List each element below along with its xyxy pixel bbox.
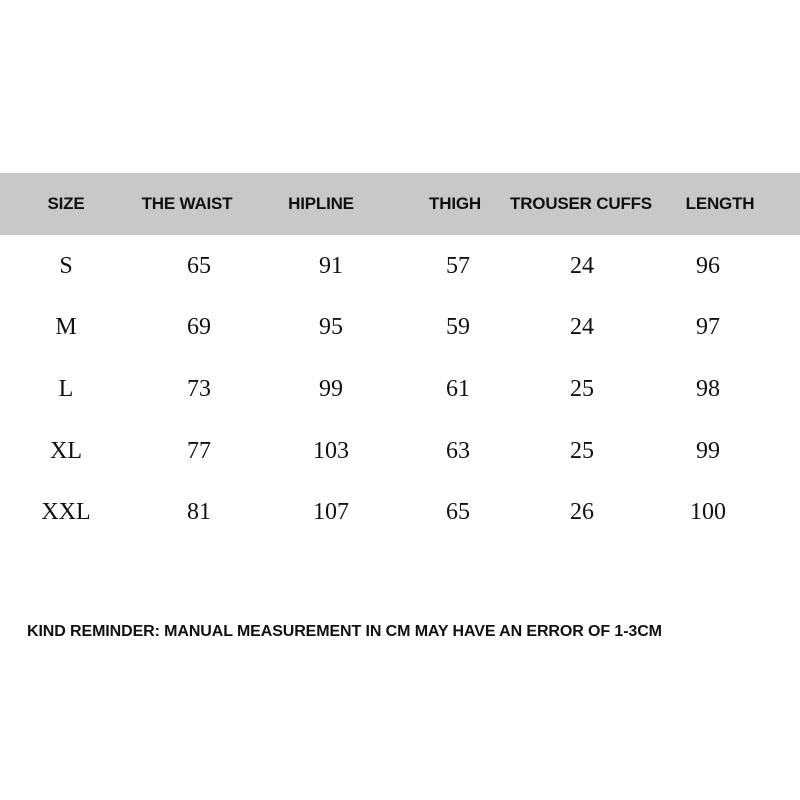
cell-size: L — [58, 376, 74, 402]
cell-size: XXL — [41, 499, 91, 525]
table-row — [0, 431, 800, 471]
table-row — [0, 307, 800, 347]
cell-thigh: 61 — [446, 376, 470, 402]
cell-trouser-cuffs: 25 — [570, 376, 594, 402]
cell-length: 97 — [696, 314, 720, 340]
cell-waist: 77 — [187, 438, 211, 464]
table-row — [0, 246, 800, 286]
cell-thigh: 63 — [446, 438, 470, 464]
cell-hipline: 107 — [313, 499, 349, 525]
header-waist: THE WAIST — [141, 194, 233, 213]
cell-hipline: 103 — [313, 438, 349, 464]
cell-length: 96 — [696, 253, 720, 279]
cell-length: 100 — [690, 499, 726, 525]
cell-trouser-cuffs: 25 — [570, 438, 594, 464]
cell-thigh: 59 — [446, 314, 470, 340]
cell-waist: 81 — [187, 499, 211, 525]
cell-size: S — [59, 253, 73, 279]
cell-length: 99 — [696, 438, 720, 464]
cell-trouser-cuffs: 26 — [570, 499, 594, 525]
cell-waist: 65 — [187, 253, 211, 279]
cell-thigh: 65 — [446, 499, 470, 525]
header-hipline: HIPLINE — [288, 194, 354, 213]
cell-trouser-cuffs: 24 — [570, 314, 594, 340]
header-trouser-cuffs: TROUSER CUFFS — [510, 194, 652, 213]
cell-thigh: 57 — [446, 253, 470, 279]
measurement-reminder: KIND REMINDER: MANUAL MEASUREMENT IN CM MAY HAVE AN ERROR OF 1-3CM — [27, 623, 662, 640]
header-length: LENGTH — [685, 194, 755, 213]
cell-size: M — [55, 314, 77, 340]
header-size: SIZE — [47, 194, 85, 213]
table-row — [0, 492, 800, 532]
cell-waist: 73 — [187, 376, 211, 402]
cell-hipline: 91 — [319, 253, 343, 279]
header-thigh: THIGH — [429, 194, 481, 213]
cell-hipline: 99 — [319, 376, 343, 402]
cell-length: 98 — [696, 376, 720, 402]
cell-trouser-cuffs: 24 — [570, 253, 594, 279]
cell-waist: 69 — [187, 314, 211, 340]
cell-hipline: 95 — [319, 314, 343, 340]
table-row — [0, 369, 800, 409]
cell-size: XL — [50, 438, 82, 464]
table-header — [0, 173, 800, 235]
